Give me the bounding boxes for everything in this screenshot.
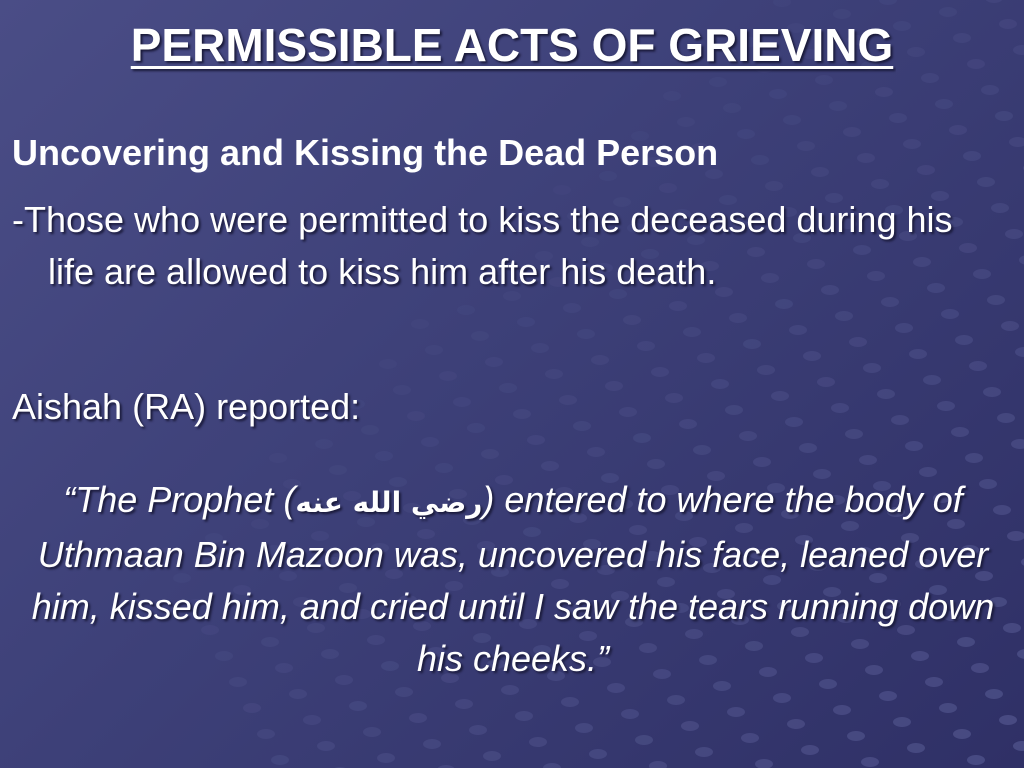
- background-dot: [905, 441, 923, 451]
- background-dot: [363, 727, 381, 737]
- reported-line: Aishah (RA) reported:: [12, 386, 361, 427]
- background-dot: [811, 167, 829, 177]
- background-dot: [667, 695, 685, 705]
- background-dot: [741, 733, 759, 743]
- background-dot: [349, 701, 367, 711]
- background-dot: [439, 371, 457, 381]
- background-dot: [803, 351, 821, 361]
- background-dot: [317, 741, 335, 751]
- background-dot: [695, 747, 713, 757]
- background-dot: [847, 731, 865, 741]
- background-dot: [939, 703, 957, 713]
- background-dot: [659, 183, 677, 193]
- background-dot: [951, 427, 969, 437]
- background-dot: [575, 723, 593, 733]
- background-dot: [785, 417, 803, 427]
- background-dot: [729, 313, 747, 323]
- background-dot: [499, 383, 517, 393]
- background-dot: [845, 429, 863, 439]
- background-dot: [999, 715, 1017, 725]
- background-dot: [737, 129, 755, 139]
- background-dot: [515, 711, 533, 721]
- background-dot: [739, 431, 757, 441]
- background-dot: [1011, 439, 1024, 449]
- background-dot: [407, 411, 425, 421]
- background-dot: [605, 381, 623, 391]
- background-dot: [775, 299, 793, 309]
- background-dot: [647, 459, 665, 469]
- background-dot: [649, 761, 667, 768]
- background-dot: [895, 323, 913, 333]
- background-dot: [621, 709, 639, 719]
- background-dot: [969, 361, 987, 371]
- background-dot: [665, 393, 683, 403]
- background-dot: [377, 753, 395, 763]
- background-dot: [635, 735, 653, 745]
- background-dot: [725, 405, 743, 415]
- background-dot: [467, 423, 485, 433]
- background-dot: [843, 127, 861, 137]
- background-dot: [889, 113, 907, 123]
- background-dot: [257, 729, 275, 739]
- hadith-quote: [22, 474, 1004, 685]
- background-dot: [637, 341, 655, 351]
- background-dot: [409, 713, 427, 723]
- background-dot: [513, 409, 531, 419]
- background-dot: [423, 739, 441, 749]
- background-dot: [1017, 649, 1024, 659]
- background-dot: [727, 707, 745, 717]
- background-dot: [783, 115, 801, 125]
- background-dot: [425, 345, 443, 355]
- background-dot: [709, 77, 727, 87]
- background-dot: [871, 179, 889, 189]
- background-dot: [857, 153, 875, 163]
- background-dot: [375, 451, 393, 461]
- background-dot: [949, 125, 967, 135]
- background-dot: [517, 317, 535, 327]
- background-dot: [269, 453, 287, 463]
- background-dot: [983, 387, 1001, 397]
- background-dot: [879, 0, 897, 5]
- background-dot: [831, 403, 849, 413]
- background-dot: [1015, 347, 1024, 357]
- background-dot: [877, 389, 895, 399]
- background-dot: [577, 329, 595, 339]
- background-dot: [455, 699, 473, 709]
- background-dot: [361, 425, 379, 435]
- background-dot: [987, 295, 1005, 305]
- background-dot: [501, 685, 519, 695]
- background-dot: [677, 117, 695, 127]
- background-dot: [483, 751, 501, 761]
- background-dot: [965, 453, 983, 463]
- background-dot: [991, 203, 1009, 213]
- background-dot: [271, 755, 289, 765]
- background-dot: [835, 311, 853, 321]
- background-dot: [769, 89, 787, 99]
- background-dot: [693, 445, 711, 455]
- background-dot: [527, 435, 545, 445]
- background-dot: [891, 415, 909, 425]
- background-dot: [937, 401, 955, 411]
- background-dot: [723, 103, 741, 113]
- background-dot: [411, 319, 429, 329]
- background-dot: [471, 331, 489, 341]
- background-dot: [909, 349, 927, 359]
- background-dot: [941, 309, 959, 319]
- background-dot: [1003, 623, 1021, 633]
- quote-part-after: ) entered to where the body of Uthmaan Bin Mazoon was, uncovered his face, leaned over him, kissed him, and cried until I saw the tears running down his cheeks.”: [31, 479, 995, 679]
- background-dot: [981, 85, 999, 95]
- background-dot: [683, 327, 701, 337]
- background-dot: [1013, 741, 1024, 751]
- background-dot: [289, 689, 307, 699]
- background-dot: [861, 757, 879, 767]
- background-dot: [243, 703, 261, 713]
- slide-title: PERMISSIBLE ACTS OF GRIEVING: [130, 19, 894, 71]
- background-dot: [587, 447, 605, 457]
- background-dot: [1019, 255, 1024, 265]
- background-dot: [939, 7, 957, 17]
- background-dot: [529, 737, 547, 747]
- background-dot: [379, 359, 397, 369]
- background-dot: [995, 111, 1013, 121]
- background-dot: [393, 385, 411, 395]
- background-dot: [797, 141, 815, 151]
- background-dot: [651, 367, 669, 377]
- background-dot: [315, 439, 333, 449]
- background-dot: [559, 395, 577, 405]
- background-dot: [893, 717, 911, 727]
- background-dot: [531, 343, 549, 353]
- background-dot: [863, 363, 881, 373]
- background-dot: [543, 763, 561, 768]
- background-dot: [953, 729, 971, 739]
- background-dot: [879, 691, 897, 701]
- background-dot: [815, 75, 833, 85]
- section-subheading: Uncovering and Kissing the Dead Person: [12, 132, 719, 173]
- background-dot: [1009, 137, 1024, 147]
- background-dot: [589, 749, 607, 759]
- background-dot: [921, 73, 939, 83]
- background-dot: [1005, 229, 1023, 239]
- background-dot: [481, 449, 499, 459]
- background-dot: [469, 725, 487, 735]
- background-dot: [697, 353, 715, 363]
- background-dot: [755, 759, 773, 768]
- background-dot: [789, 325, 807, 335]
- background-dot: [875, 87, 893, 97]
- background-dot: [985, 689, 1003, 699]
- background-dot: [859, 455, 877, 465]
- background-dot: [485, 357, 503, 367]
- background-dot: [935, 99, 953, 109]
- background-dot: [773, 693, 791, 703]
- background-dot: [833, 705, 851, 715]
- quote-part-before: “The Prophet (: [63, 479, 296, 520]
- background-dot: [619, 407, 637, 417]
- background-dot: [757, 365, 775, 375]
- background-dot: [541, 461, 559, 471]
- background-dot: [967, 755, 985, 765]
- background-dot: [743, 339, 761, 349]
- background-dot: [977, 177, 995, 187]
- background-dot: [561, 697, 579, 707]
- background-dot: [829, 101, 847, 111]
- background-dot: [669, 301, 687, 311]
- arabic-honorific: رضي الله عنه: [295, 486, 483, 519]
- background-dot: [799, 443, 817, 453]
- background-dot: [903, 139, 921, 149]
- background-dot: [711, 379, 729, 389]
- background-dot: [765, 181, 783, 191]
- background-dot: [985, 0, 1003, 3]
- background-dot: [787, 719, 805, 729]
- background-dot: [923, 375, 941, 385]
- background-dot: [573, 421, 591, 431]
- background-dot: [751, 155, 769, 165]
- background-dot: [817, 377, 835, 387]
- background-dot: [917, 165, 935, 175]
- background-dot: [753, 457, 771, 467]
- background-dot: [955, 335, 973, 345]
- background-dot: [849, 337, 867, 347]
- background-dot: [453, 397, 471, 407]
- background-dot: [907, 743, 925, 753]
- background-dot: [663, 91, 681, 101]
- background-dot: [773, 0, 791, 7]
- background-dot: [421, 437, 439, 447]
- background-dot: [435, 463, 453, 473]
- background-dot: [563, 303, 581, 313]
- background-dot: [545, 369, 563, 379]
- background-dot: [881, 297, 899, 307]
- background-dot: [633, 433, 651, 443]
- background-dot: [395, 687, 413, 697]
- background-dot: [303, 715, 321, 725]
- background-dot: [963, 151, 981, 161]
- background-dot: [679, 419, 697, 429]
- background-dot: [591, 355, 609, 365]
- background-dot: [801, 745, 819, 755]
- background-dot: [771, 391, 789, 401]
- bullet-text: -Those who were permitted to kiss the deceased during his life are allowed to kiss him after his death.: [12, 199, 953, 292]
- background-dot: [1007, 531, 1024, 541]
- background-dot: [681, 721, 699, 731]
- background-dot: [997, 413, 1015, 423]
- background-dot: [623, 315, 641, 325]
- background-dot: [1001, 321, 1019, 331]
- background-dot: [457, 305, 475, 315]
